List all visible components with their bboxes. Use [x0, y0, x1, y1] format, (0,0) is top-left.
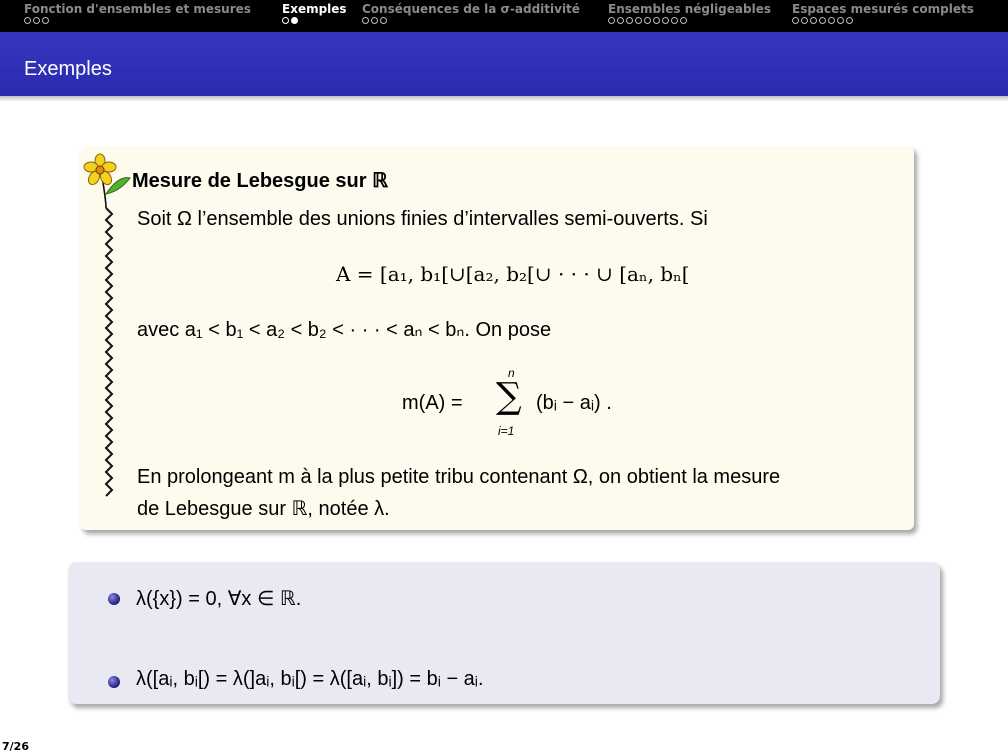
- nav-dot[interactable]: [810, 17, 817, 24]
- nav-section-fonction[interactable]: Fonction d'ensembles et mesures: [24, 2, 251, 16]
- nav-dot[interactable]: [837, 17, 844, 24]
- equation-union: A = [a₁, b₁[∪[a₂, b₂[∪ · · · ∪ [aₙ, bₙ[: [336, 262, 690, 286]
- nav-dots-fonction[interactable]: [24, 17, 51, 27]
- zigzag-stem: [106, 208, 112, 496]
- bullet-icon: [108, 676, 120, 688]
- nav-section-negligeables[interactable]: Ensembles négligeables: [608, 2, 771, 16]
- nav-dot[interactable]: [819, 17, 826, 24]
- definition-line-1: Soit Ω l’ensemble des unions finies d’intervalles semi-ouverts. Si: [137, 208, 708, 230]
- nav-dot[interactable]: [33, 17, 40, 24]
- nav-dot[interactable]: [671, 17, 678, 24]
- section-navigation: [0, 0, 1008, 32]
- nav-dots-negligeables[interactable]: [608, 17, 689, 27]
- block-title: Mesure de Lebesgue sur ℝ: [132, 170, 388, 192]
- nav-dot[interactable]: [792, 17, 799, 24]
- nav-dot[interactable]: [42, 17, 49, 24]
- nav-dot[interactable]: [24, 17, 31, 24]
- nav-section-complets[interactable]: Espaces mesurés complets: [792, 2, 974, 16]
- nav-dot[interactable]: [846, 17, 853, 24]
- nav-dot-current[interactable]: [291, 17, 298, 24]
- sum-symbol: ∑: [496, 376, 522, 417]
- property-item-2: λ([aᵢ, bᵢ[) = λ(]aᵢ, bᵢ[) = λ([aᵢ, bᵢ]) = bᵢ − aᵢ.: [136, 668, 484, 690]
- nav-dots-consequences[interactable]: [362, 17, 389, 27]
- nav-dot[interactable]: [680, 17, 687, 24]
- title-shadow: [0, 96, 1008, 102]
- sum-upper-limit: n: [508, 366, 515, 380]
- nav-dot[interactable]: [626, 17, 633, 24]
- nav-dots-complets[interactable]: [792, 17, 855, 27]
- equation-m-lhs: m(A) =: [402, 392, 463, 414]
- nav-dot[interactable]: [282, 17, 289, 24]
- page-number: 7/26: [2, 740, 29, 753]
- nav-dot[interactable]: [608, 17, 615, 24]
- bullet-icon: [108, 593, 120, 605]
- nav-dot[interactable]: [801, 17, 808, 24]
- property-item-1: λ({x}) = 0, ∀x ∈ ℝ.: [136, 588, 302, 610]
- nav-dot[interactable]: [644, 17, 651, 24]
- equation-m-rhs: (bᵢ − aᵢ) .: [536, 392, 612, 414]
- nav-dot[interactable]: [635, 17, 642, 24]
- nav-dot[interactable]: [662, 17, 669, 24]
- nav-section-exemples[interactable]: Exemples: [282, 2, 347, 16]
- frame-title-bar: [0, 32, 1008, 96]
- definition-line-3: En prolongeant m à la plus petite tribu contenant Ω, on obtient la mesure: [137, 466, 781, 488]
- nav-dot[interactable]: [828, 17, 835, 24]
- nav-dot[interactable]: [653, 17, 660, 24]
- nav-dots-exemples[interactable]: [282, 17, 300, 27]
- nav-dot[interactable]: [371, 17, 378, 24]
- definition-line-4: de Lebesgue sur ℝ, notée λ.: [137, 498, 390, 520]
- definition-line-2: avec a₁ < b₁ < a₂ < b₂ < · · · < aₙ < bₙ. On pose: [137, 319, 552, 341]
- frame-title: Exemples: [24, 58, 112, 80]
- flower-icon: [80, 150, 140, 522]
- nav-section-consequences[interactable]: Conséquences de la σ-additivité: [362, 2, 580, 16]
- nav-dot[interactable]: [617, 17, 624, 24]
- nav-dot[interactable]: [380, 17, 387, 24]
- sum-lower-limit: i=1: [498, 424, 515, 438]
- nav-dot[interactable]: [362, 17, 369, 24]
